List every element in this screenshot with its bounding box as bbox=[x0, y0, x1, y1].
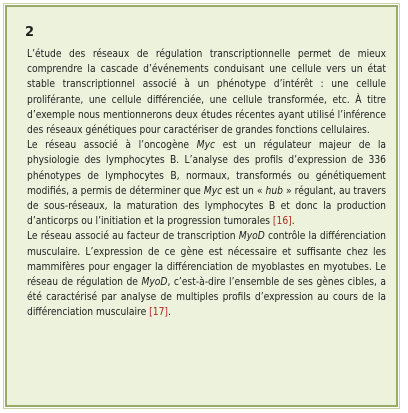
reference-link-16[interactable]: [16] bbox=[272, 216, 292, 228]
info-box bbox=[5, 5, 398, 407]
text-run: . bbox=[167, 307, 171, 319]
gene-name-myc: Myc bbox=[196, 140, 216, 152]
text-run: Le réseau associé au facteur de transcription bbox=[27, 231, 239, 243]
gene-name-myod: MyoD bbox=[238, 231, 265, 243]
gene-name-myod: MyoD bbox=[141, 277, 168, 289]
box-text bbox=[27, 47, 386, 321]
gene-name-myc: Myc bbox=[203, 185, 223, 197]
text-run: est un régulateur majeur de la physiologie des lymphocytes B. L’analyse des profils d’expression de 336 phénotypes de lymphocytes B, normaux, transformés ou génétiquement modifiés, a permis de déterminer que bbox=[27, 140, 386, 197]
box-number: 2 bbox=[25, 25, 35, 40]
paragraph-myc bbox=[27, 138, 386, 229]
paragraph-intro: L’étude des réseaux de régulation transcriptionnelle permet de mieux comprendre la cascade d’événements conduisant une cellule vers un état stable transcriptionnel associé à un phénotype d’intérêt : une cellule proliférante, une cellule différenciée, une cellule transformée, etc. À titre d’exemple nous mentionnerons deux études récentes ayant utilisé l’inférence des réseaux génétiques pour caractériser de grandes fonctions cellulaires. bbox=[27, 49, 386, 137]
text-run: contrôle la différenciation musculaire. L’expression de ce gène est nécessaire et suffisante chez les mammifères pour engager la différenciation de myoblastes en myotubes. Le réseau de régulation de bbox=[27, 231, 386, 289]
reference-link-17[interactable]: [17] bbox=[149, 307, 168, 319]
term-hub: hub bbox=[265, 185, 283, 197]
text-run: . bbox=[291, 216, 295, 228]
text-run: Le réseau associé à l’oncogène bbox=[27, 140, 197, 152]
text-run: , c’est-à-dire l’ensemble de ses gènes cibles, a été caractérisé par analyse de multiples profils d’expression au cours de la différenciation musculaire bbox=[27, 277, 386, 319]
text-run: » régulant, au travers de sous-réseaux, la maturation des lymphocytes B et donc la production d’anticorps ou l’initiation et la progression tumorales bbox=[27, 185, 386, 228]
text-run: est un « bbox=[222, 185, 266, 197]
paragraph-myod bbox=[27, 229, 386, 320]
